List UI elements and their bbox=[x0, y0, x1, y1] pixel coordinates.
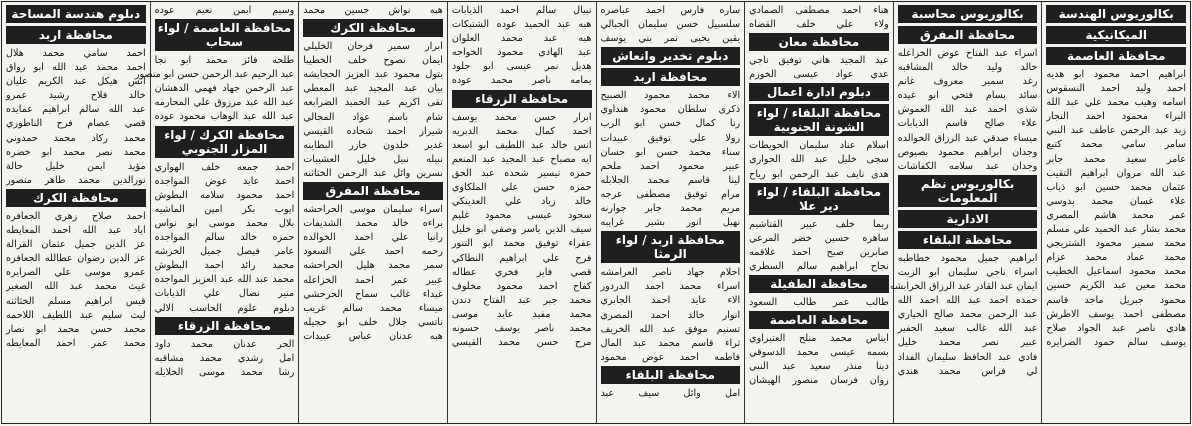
name-entry: سلسبيل حسن سليمان الجبالي bbox=[600, 19, 741, 31]
name-entry: البراء محمود احمد النجار bbox=[1046, 111, 1186, 123]
name-entry: الاء محمد محمود الصبيح bbox=[600, 90, 741, 102]
name-entry: هبه عدنان عباس عبيدات bbox=[303, 330, 443, 342]
name-entry: فاطمه احمد عوض محمود bbox=[600, 351, 741, 363]
name-entry: سائد بسام فتحي ابو غيده bbox=[897, 90, 1038, 102]
name-entry: رولا علي توفيق عبيدات bbox=[600, 132, 741, 144]
name-entry: رحمه احمد علي السعود bbox=[303, 246, 443, 258]
name-entry: سامر سامي محمد كتيع bbox=[1046, 139, 1186, 151]
name-entry: محمد رائد احمد البطوش bbox=[154, 260, 295, 272]
name-entry: محمد بشار عبد الحميد علي مسلم bbox=[1046, 224, 1186, 236]
section-heading: محافظة العاصمة bbox=[1046, 47, 1186, 65]
name-entry: عبد الهادي محمود الخواجه bbox=[451, 47, 592, 59]
name-entry: عبد الله عبد مرزوق علي المحارمه bbox=[154, 97, 295, 109]
section-heading: بكالوريوس الهندسة bbox=[1046, 5, 1186, 23]
name-entry: ثراء قاسم محمد عبد المال bbox=[600, 337, 741, 349]
name-entry: ساره فارس احمد عباصره bbox=[600, 5, 741, 16]
name-entry: رشا محمد موسى الخلايله bbox=[154, 366, 295, 378]
name-entry: عمر محمد هاشم المصري bbox=[1046, 209, 1186, 221]
name-entry: محمد عماد محمد عزام bbox=[1046, 252, 1186, 264]
name-entry: عمرو موسى علي الصرايره bbox=[6, 267, 146, 279]
name-entry: اسراء ناجي سليمان ابو الزيت bbox=[897, 266, 1038, 278]
name-entry: بلال محمد موسى ابو نواس bbox=[154, 217, 295, 229]
section-heading: محافظة الطفيلة bbox=[749, 275, 889, 293]
name-entry: عبد الرحيم عبد الرحمن حسن ابو منصور bbox=[134, 69, 295, 81]
name-entry: ساهره حسين خضر المرعي bbox=[749, 232, 889, 244]
name-entry: دينا منذر سعيد عبد النبي bbox=[749, 361, 889, 373]
section-heading: محافظة الكرك / لواء المزار الجنوبي bbox=[155, 126, 295, 158]
name-entry: ايناس محمد منلح العتيراوي bbox=[749, 333, 889, 345]
name-entry: يمامه ناصر محمد عوده bbox=[451, 75, 592, 87]
section-heading: محافظة المفرق bbox=[898, 26, 1038, 44]
name-entry: احمد محمود سلامه البطوش bbox=[154, 189, 295, 201]
name-entry: عبد الرحمن جهاد فهمي الدهشان bbox=[154, 83, 295, 95]
name-entry: محمد نصر محمد ابو خضره bbox=[6, 146, 146, 158]
newspaper-page bbox=[1, 1, 1191, 424]
name-entry: اسلام عناد سليمان الحويطات bbox=[749, 140, 889, 152]
name-entry: انس هيكل عبد الكريم عليان bbox=[6, 76, 146, 88]
name-entry: قيس ابراهيم مسلم الخثاثنه bbox=[6, 295, 146, 307]
name-entry: حمده احمد عبد الله احمد الله bbox=[897, 295, 1038, 307]
name-entry: محمد ركاد محمد حمدوني bbox=[6, 132, 146, 144]
column-4 bbox=[596, 2, 745, 423]
name-entry: خالد وليد خالد المشاقبه bbox=[897, 62, 1038, 74]
name-entry: ايمان نصوح خلف الخطيبا bbox=[303, 55, 443, 67]
section-heading: محافظة البلقاء bbox=[898, 231, 1038, 249]
name-entry: ذكرى سلطان محمود هنداوي bbox=[600, 104, 741, 116]
name-entry: احمد صلاح زهري الجعافره bbox=[6, 210, 146, 222]
section-heading: الادارية bbox=[898, 210, 1038, 228]
name-entry: محمود جبريل ماجد قاسم bbox=[1046, 294, 1186, 306]
name-entry: مؤيد ايمن خليل حالة bbox=[6, 160, 146, 172]
name-entry: غيداء غالب سماح الحرحشي bbox=[303, 288, 443, 300]
name-entry: ابرار حسن محمد يوسف bbox=[451, 111, 592, 123]
section-heading: بكالوريوس محاسبة bbox=[898, 5, 1038, 23]
name-entry: فادي عبد الحافظ سليمان الفداد bbox=[897, 351, 1038, 363]
name-entry: احمد محمد عبد الله ابو رواق bbox=[6, 62, 146, 74]
name-entry: اياد عبد الله احمد المعايطه bbox=[6, 225, 146, 237]
column-7 bbox=[134, 2, 299, 423]
name-entry: يقين يحيى نمر بني يوسف bbox=[600, 33, 741, 45]
name-entry: مرح حسن محمد القيسي bbox=[451, 337, 592, 349]
section-heading: محافظة اربد bbox=[601, 68, 741, 86]
name-entry: عدي عواد عيسى الخورم bbox=[749, 69, 889, 81]
name-entry: كفاح احمد محمود مخلوف bbox=[451, 280, 592, 292]
name-entry: علاء غسان محمد بدوسي bbox=[1046, 195, 1186, 207]
section-heading: دبلوم ادارة اعمال bbox=[749, 83, 889, 101]
name-entry: احمد وليد احمد النسقوس bbox=[1046, 83, 1186, 95]
name-entry: تسنيم موفق عبد الله الخريف bbox=[600, 323, 741, 335]
section-heading: محافظة اربد / لواء الرمثا bbox=[601, 231, 741, 263]
name-entry: شذى احمد عبد الله العموش bbox=[897, 104, 1038, 116]
name-entry: محمد ناصر يوسف حسونه bbox=[451, 322, 592, 334]
section-heading: محافظة اربد bbox=[6, 26, 146, 44]
name-entry: منير نضال علي الذيابات bbox=[154, 288, 295, 300]
name-entry: انس خالد عبد اللطيف ابو اسعد bbox=[451, 139, 592, 151]
name-entry: اسامه وهيب محمد علي عبد الله bbox=[1046, 97, 1186, 109]
name-entry: هادي ناصر عبد الجواد صلاح bbox=[1046, 322, 1186, 334]
name-entry: بتول محمود عبد العزيز الحجايشه bbox=[303, 69, 443, 81]
name-entry: طالب عمر طالب السعود bbox=[749, 297, 889, 309]
section-heading: محافظة البلقاء bbox=[601, 366, 741, 384]
name-entry: رغد سمير معروف غانم bbox=[897, 76, 1038, 88]
name-entry: عز الدين رضوان عطالله الجعافره bbox=[6, 253, 146, 265]
name-entry: حمزه خالد سالم المواجده bbox=[154, 232, 295, 244]
name-entry: انوار خالد احمد المصري bbox=[600, 309, 741, 321]
section-heading: محافظة الكرك bbox=[6, 189, 146, 207]
name-entry: احمد جمعه خلف الهواري bbox=[154, 161, 295, 173]
name-entry: صابرين صبح احمد علاقمه bbox=[749, 246, 889, 258]
name-entry: دبلوم علوم الحاسب الالي bbox=[154, 302, 295, 314]
name-entry: ابراهيم جميل محمود خطاطبه bbox=[897, 252, 1038, 264]
name-entry: عامر فيصل جميل الخرشه bbox=[154, 246, 295, 258]
name-entry: ابراهيم احمد محمود ابو هديه bbox=[1046, 69, 1186, 80]
name-entry: احمد عايد عوض المواجده bbox=[154, 175, 295, 187]
name-entry: وجدان عبد سلامه الكفاشات bbox=[897, 160, 1038, 172]
name-entry: محمد محمود اسماعيل الخطيب bbox=[1046, 266, 1186, 278]
name-entry: عبد المجيد هاني توفيق ناجي bbox=[749, 55, 889, 67]
column-6 bbox=[298, 2, 447, 423]
name-entry: سمر محمد هليل الحراحشه bbox=[303, 260, 443, 272]
name-entry: عامر سعيد محمد جابر bbox=[1046, 153, 1186, 165]
name-entry: فرح علي ابراهيم النطاكي bbox=[451, 252, 592, 264]
name-entry: حمزه تيسير شحده عبد الحق bbox=[451, 167, 592, 179]
name-entry: وسيم ايمن نعيم عوده bbox=[154, 5, 295, 16]
name-entry: بسمه عيسى محمد الدسوقي bbox=[749, 347, 889, 359]
name-entry: نورالدين محمد طاهر منصور bbox=[6, 174, 146, 186]
name-entry: هبه عبد الحميد عوده الشتيكات bbox=[451, 19, 592, 31]
name-entry: عبد الله عبد الوهاب محمود عوده bbox=[154, 111, 295, 123]
name-entry: مرام توفيق مصطفى عرجه bbox=[600, 188, 741, 200]
name-entry: ربما خلف عبير القتاشيم bbox=[749, 218, 889, 230]
section-heading: دبلوم تخدير وانعاش bbox=[601, 47, 741, 65]
name-entry: ايوب بكر امين الماشيه bbox=[154, 203, 295, 215]
name-entry: الحر عدنان محمد داود bbox=[154, 338, 295, 350]
section-heading: محافظة العاصمة bbox=[749, 311, 889, 329]
name-entry: احمد كمال محمد الدبريه bbox=[451, 125, 592, 137]
name-entry: هديل نمر عيسى ابو جلود bbox=[451, 61, 592, 73]
name-entry: طلحه فائز محمد ابو نجا bbox=[154, 55, 295, 67]
name-entry: عبد الله مروان ابراهيم التقيب bbox=[1046, 167, 1186, 179]
name-entry: شام باسم عواد المجالي bbox=[303, 111, 443, 123]
name-entry: شيراز احمد شحاده القيسي bbox=[303, 125, 443, 137]
name-entry: بيان عبد المجيد عبد المعطي bbox=[303, 83, 443, 95]
name-entry: نبيال سالم احمد الذيابات bbox=[451, 5, 592, 16]
name-entry: سجود عيسى محمود غليم bbox=[451, 210, 592, 222]
name-entry: عبد الله غالب سعيد الجفير bbox=[897, 323, 1038, 335]
name-entry: خالد زياد علي العدينكي bbox=[451, 196, 592, 208]
name-entry: ليث سليم عبد اللطيف اللاحمه bbox=[6, 309, 146, 321]
name-entry: محمد عبد الله عبد العزيز المواجده bbox=[154, 274, 295, 286]
section-heading: محافظة الزرقاء bbox=[155, 317, 295, 335]
name-entry: لي فراس محمد هندي bbox=[897, 365, 1038, 377]
column-8 bbox=[2, 2, 150, 423]
section-heading: محافظة الكرك bbox=[303, 19, 443, 37]
column-3 bbox=[744, 2, 893, 423]
name-entry: محمد جبر عبد الفتاح دندن bbox=[451, 294, 592, 306]
name-entry: غدير خلدون خازر البطاينه bbox=[303, 139, 443, 151]
section-heading: محافظة الزرقاء bbox=[452, 90, 592, 108]
name-entry: نجاح ابراهيم سالم السطري bbox=[749, 260, 889, 272]
name-entry: نهيل انور بشير غرايبه bbox=[600, 217, 741, 229]
name-entry: ايه مصباح عبد المجيد عبد المنعم bbox=[451, 153, 592, 165]
section-heading: بكالوريوس نظم المعلومات bbox=[898, 175, 1038, 207]
section-heading: محافظة المفرق bbox=[303, 182, 443, 200]
name-entry: عز الدين جميل عثمان القرالة bbox=[6, 239, 146, 251]
name-entry: عفراء توفيق محمد ابو التنور bbox=[451, 238, 592, 250]
name-entry: زيد عبد الرحمن عاطف عبد النبي bbox=[1046, 125, 1186, 137]
name-entry: لينا قاسم محمد الجلابله bbox=[600, 174, 741, 186]
name-entry: هبه نواش حسين محمد bbox=[303, 5, 443, 16]
name-entry: وجدان ابراهيم محمود بصيوص bbox=[897, 146, 1038, 158]
name-entry: خالد فلاح رشيد عمرو bbox=[6, 90, 146, 102]
section-heading: دبلوم هندسة المساحة bbox=[6, 5, 146, 23]
name-entry: يوسف سالم حمود الصرايره bbox=[1046, 336, 1186, 348]
name-entry: قصي عصام فرح الناطوري bbox=[6, 118, 146, 130]
name-entry: عبير نصر محمد خليل bbox=[897, 337, 1038, 349]
name-entry: نبيله نبيل خليل العشيبات bbox=[303, 153, 443, 165]
name-entry: علاء صالح قاسم الذيابات bbox=[897, 118, 1038, 130]
section-heading: محافظة معان bbox=[749, 33, 889, 51]
name-entry: احلام جهاد ناصر العرامشه bbox=[600, 267, 741, 279]
column-2 bbox=[889, 2, 1042, 423]
name-entry: اسراء محمد احمد الدردور bbox=[600, 281, 741, 293]
name-entry: رنا كمال حسن ابو الرب bbox=[600, 118, 741, 130]
name-entry: غيث محمد عبد الله الصغير bbox=[6, 281, 146, 293]
name-entry: امل رشدي محمد مشاقبه bbox=[154, 352, 295, 364]
name-entry: ابرار سمير فرحان الخليلي bbox=[303, 41, 443, 53]
name-entry: قصي فايز فخري عطاله bbox=[451, 266, 592, 278]
name-entry: هناء احمد مصطفى الصمادي bbox=[749, 5, 889, 16]
name-entry: امل وائل سيف عبد bbox=[600, 387, 741, 399]
name-entry: مصطفى احمد يوسف الاطرش bbox=[1046, 308, 1186, 320]
name-entry: سجى خليل عبد الله الحواري bbox=[749, 154, 889, 166]
section-heading: محافظة البلقاء / لواء دير علا bbox=[749, 183, 889, 215]
name-entry: حمزه حسن علي الملكاوي bbox=[451, 182, 592, 194]
name-entry: ايمان عبد القادر عبد الرزاق الخرابشه bbox=[889, 281, 1038, 293]
name-entry: اسراء سليمان موسى الحراحشه bbox=[303, 204, 443, 216]
name-entry: محمد سمير محمود الشتريجي bbox=[1046, 238, 1186, 250]
name-entry: عبير عمر احمد الخزاعله bbox=[303, 274, 443, 286]
name-entry: ناتسي جلال خلف ابو حجيله bbox=[303, 316, 443, 328]
section-heading: محافظة البلقاء / لواء الشونة الجنوبية bbox=[749, 104, 889, 136]
name-entry: سيف الدين ياسر وصفي ابو خليل bbox=[451, 224, 592, 236]
name-entry: عبد الله سالم ابراهيم عمايده bbox=[6, 104, 146, 116]
name-entry: عبد الرحمن محمد صالح الحياري bbox=[897, 309, 1038, 321]
column-1 bbox=[1041, 2, 1190, 423]
name-entry: تقى اكريم عبد الحميد الضرابعه bbox=[303, 97, 443, 109]
name-entry: محمد مفيد عايد موسى bbox=[451, 308, 592, 320]
name-entry: ولاء علي خلف القضاه bbox=[749, 19, 889, 31]
name-entry: هبه عبد محمد العلوان bbox=[451, 33, 592, 45]
name-entry: عبير محمود احمد ملحم bbox=[600, 160, 741, 172]
name-entry: محمد حسن محمد ابو نصار bbox=[6, 323, 146, 335]
name-entry: عثمان محمد حسين ابو ذياب bbox=[1046, 181, 1186, 193]
name-entry: ميساء محمد سالم غريب bbox=[303, 302, 443, 314]
name-entry: روان فرسان منصور الهيشان bbox=[749, 375, 889, 387]
name-entry: محمد معين عبد الكريم حسين bbox=[1046, 280, 1186, 292]
section-heading: محافظة العاصمة / لواء سحاب bbox=[155, 19, 295, 51]
name-entry: الاء عايد احمد الجابري bbox=[600, 295, 741, 307]
name-entry: نسرين وائل عبد الرحمن الخثاثنه bbox=[303, 167, 443, 179]
name-entry: سناء محمد حسن ابو حسان bbox=[600, 146, 741, 158]
name-entry: محمد عمر احمد المعايطه bbox=[6, 337, 146, 349]
name-entry: مريم محمد جابر جوارنه bbox=[600, 203, 741, 215]
column-5 bbox=[447, 2, 596, 423]
name-entry: براءه خالد محمد الشديفات bbox=[303, 218, 443, 230]
name-entry: اسراء عبد الفتاح عوض الخزاعله bbox=[897, 48, 1038, 59]
section-heading: الميكانيكية bbox=[1046, 26, 1186, 44]
name-entry: هدى نايف عبد الرحمن ابو رياح bbox=[749, 168, 889, 180]
name-entry: رانيا علي احمد الخوالده bbox=[303, 232, 443, 244]
name-entry: احمد سامي محمد هلال bbox=[6, 48, 146, 59]
name-entry: ميساء صدقي عبد الرزاق الخوالده bbox=[897, 132, 1038, 144]
